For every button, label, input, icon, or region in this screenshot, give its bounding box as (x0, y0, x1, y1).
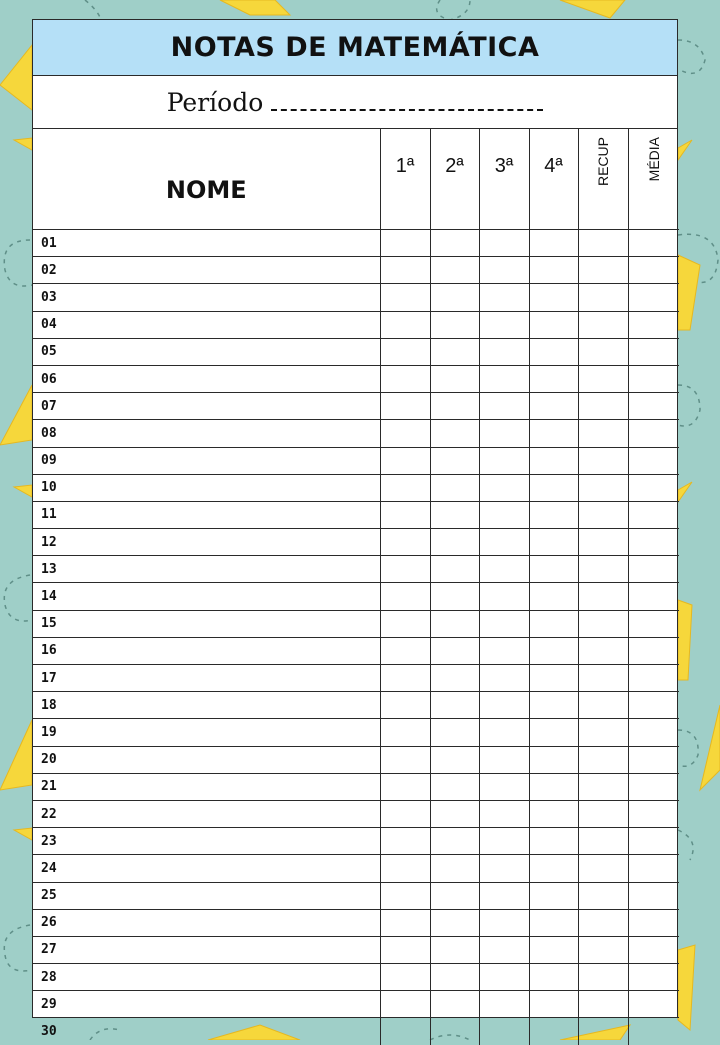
name-cell[interactable] (33, 257, 380, 284)
term-2-cell[interactable] (430, 284, 479, 311)
recup-cell[interactable] (578, 991, 628, 1018)
media-cell[interactable] (628, 583, 679, 610)
term-4-cell[interactable] (529, 556, 578, 583)
name-cell[interactable] (33, 800, 380, 827)
term-1-cell[interactable] (380, 556, 430, 583)
table-row (33, 692, 679, 719)
term-1-cell[interactable] (380, 583, 430, 610)
term-3-cell[interactable] (479, 773, 529, 800)
term-4-cell[interactable] (529, 529, 578, 556)
recup-cell[interactable] (578, 420, 628, 447)
name-cell[interactable] (33, 991, 380, 1018)
period-label: Período (166, 87, 264, 117)
table-row (33, 284, 679, 311)
table-row (33, 257, 679, 284)
name-cell[interactable] (33, 1018, 380, 1045)
term-4-cell[interactable] (529, 393, 578, 420)
term-3-cell[interactable] (479, 991, 529, 1018)
recup-cell[interactable] (578, 556, 628, 583)
media-cell[interactable] (628, 637, 679, 664)
row-number: 06 (41, 371, 57, 387)
row-number: 23 (41, 833, 57, 849)
table-row (33, 1018, 679, 1045)
table-row (33, 311, 679, 338)
term-4-cell[interactable] (529, 936, 578, 963)
term-2-cell[interactable] (430, 230, 479, 257)
table-row (33, 746, 679, 773)
term-1-cell[interactable] (380, 719, 430, 746)
term-3-cell[interactable] (479, 474, 529, 501)
term-2-cell[interactable] (430, 610, 479, 637)
media-cell[interactable] (628, 828, 679, 855)
name-cell[interactable] (33, 610, 380, 637)
term-4-cell[interactable] (529, 447, 578, 474)
term-1-cell[interactable] (380, 284, 430, 311)
term-1-cell[interactable] (380, 501, 430, 528)
term-3-cell[interactable] (479, 909, 529, 936)
term-2-cell[interactable] (430, 773, 479, 800)
term-4-cell[interactable] (529, 311, 578, 338)
term-2-cell[interactable] (430, 936, 479, 963)
recup-cell[interactable] (578, 637, 628, 664)
term-4-header: 4ª (529, 129, 578, 230)
row-number: 20 (41, 752, 57, 768)
term-1-cell[interactable] (380, 365, 430, 392)
name-cell[interactable] (33, 501, 380, 528)
table-row (33, 800, 679, 827)
media-cell[interactable] (628, 773, 679, 800)
media-cell[interactable] (628, 474, 679, 501)
name-cell[interactable] (33, 474, 380, 501)
term-2-cell[interactable] (430, 420, 479, 447)
media-header: MÉDIA (628, 129, 679, 230)
term-2-cell[interactable] (430, 637, 479, 664)
row-number: 22 (41, 806, 57, 822)
media-cell[interactable] (628, 284, 679, 311)
term-2-cell[interactable] (430, 855, 479, 882)
table-row (33, 447, 679, 474)
media-cell[interactable] (628, 882, 679, 909)
term-1-cell[interactable] (380, 1018, 430, 1045)
media-cell[interactable] (628, 420, 679, 447)
recup-cell[interactable] (578, 311, 628, 338)
row-number: 05 (41, 344, 57, 360)
table-row (33, 501, 679, 528)
row-number: 27 (41, 942, 57, 958)
media-cell[interactable] (628, 610, 679, 637)
table-row (33, 610, 679, 637)
recup-cell[interactable] (578, 474, 628, 501)
media-cell[interactable] (628, 855, 679, 882)
media-cell[interactable] (628, 909, 679, 936)
row-number: 15 (41, 616, 57, 632)
term-2-cell[interactable] (430, 365, 479, 392)
name-cell[interactable] (33, 637, 380, 664)
name-cell[interactable] (33, 882, 380, 909)
row-number: 18 (41, 697, 57, 713)
recup-cell[interactable] (578, 964, 628, 991)
term-2-cell[interactable] (430, 474, 479, 501)
term-1-cell[interactable] (380, 746, 430, 773)
recup-cell[interactable] (578, 909, 628, 936)
term-3-cell[interactable] (479, 692, 529, 719)
term-1-cell[interactable] (380, 230, 430, 257)
table-row (33, 855, 679, 882)
media-cell[interactable] (628, 501, 679, 528)
term-4-cell[interactable] (529, 637, 578, 664)
term-4-cell[interactable] (529, 338, 578, 365)
row-number: 12 (41, 534, 57, 550)
term-3-cell[interactable] (479, 284, 529, 311)
recup-cell[interactable] (578, 692, 628, 719)
term-4-cell[interactable] (529, 1018, 578, 1045)
table-row (33, 991, 679, 1018)
recup-cell[interactable] (578, 882, 628, 909)
term-3-cell[interactable] (479, 936, 529, 963)
row-number: 19 (41, 724, 57, 740)
recup-cell[interactable] (578, 338, 628, 365)
media-cell[interactable] (628, 556, 679, 583)
term-1-cell[interactable] (380, 420, 430, 447)
table-row (33, 828, 679, 855)
term-2-cell[interactable] (430, 556, 479, 583)
term-2-cell[interactable] (430, 882, 479, 909)
name-cell[interactable] (33, 447, 380, 474)
term-1-cell[interactable] (380, 909, 430, 936)
term-4-cell[interactable] (529, 365, 578, 392)
name-cell[interactable] (33, 365, 380, 392)
term-3-cell[interactable] (479, 529, 529, 556)
term-4-cell[interactable] (529, 882, 578, 909)
term-4-cell[interactable] (529, 692, 578, 719)
media-cell[interactable] (628, 447, 679, 474)
term-1-cell[interactable] (380, 447, 430, 474)
recup-cell[interactable] (578, 230, 628, 257)
recup-cell[interactable] (578, 529, 628, 556)
recup-cell[interactable] (578, 936, 628, 963)
recup-header: RECUP (578, 129, 628, 230)
term-2-cell[interactable] (430, 501, 479, 528)
name-cell[interactable] (33, 420, 380, 447)
term-3-cell[interactable] (479, 800, 529, 827)
name-cell[interactable] (33, 583, 380, 610)
media-cell[interactable] (628, 230, 679, 257)
row-number: 29 (41, 996, 57, 1012)
media-cell[interactable] (628, 311, 679, 338)
term-2-cell[interactable] (430, 529, 479, 556)
recup-cell[interactable] (578, 665, 628, 692)
term-3-cell[interactable] (479, 746, 529, 773)
media-cell[interactable] (628, 719, 679, 746)
term-3-cell[interactable] (479, 311, 529, 338)
term-3-cell[interactable] (479, 583, 529, 610)
name-cell[interactable] (33, 556, 380, 583)
term-3-header: 3ª (479, 129, 529, 230)
name-cell[interactable] (33, 692, 380, 719)
name-cell[interactable] (33, 828, 380, 855)
row-number: 13 (41, 561, 57, 577)
term-4-cell[interactable] (529, 474, 578, 501)
term-4-cell[interactable] (529, 746, 578, 773)
period-blank-line[interactable] (271, 109, 543, 111)
media-cell[interactable] (628, 991, 679, 1018)
term-1-cell[interactable] (380, 393, 430, 420)
term-3-cell[interactable] (479, 855, 529, 882)
table-row (33, 773, 679, 800)
term-1-cell[interactable] (380, 964, 430, 991)
table-row (33, 583, 679, 610)
media-cell[interactable] (628, 746, 679, 773)
name-cell[interactable] (33, 230, 380, 257)
term-3-cell[interactable] (479, 420, 529, 447)
header-row (33, 129, 679, 230)
recup-cell[interactable] (578, 746, 628, 773)
term-2-cell[interactable] (430, 828, 479, 855)
term-4-cell[interactable] (529, 583, 578, 610)
term-2-cell[interactable] (430, 1018, 479, 1045)
recup-cell[interactable] (578, 365, 628, 392)
row-number: 03 (41, 289, 57, 305)
page-title: NOTAS DE MATEMÁTICA (33, 20, 677, 76)
term-2-cell[interactable] (430, 257, 479, 284)
recup-cell[interactable] (578, 447, 628, 474)
term-3-cell[interactable] (479, 556, 529, 583)
term-4-cell[interactable] (529, 610, 578, 637)
recup-cell[interactable] (578, 828, 628, 855)
recup-cell[interactable] (578, 583, 628, 610)
term-1-header: 1ª (380, 129, 430, 230)
media-cell[interactable] (628, 365, 679, 392)
term-4-cell[interactable] (529, 991, 578, 1018)
term-1-cell[interactable] (380, 474, 430, 501)
term-2-cell[interactable] (430, 311, 479, 338)
table-row (33, 909, 679, 936)
term-3-cell[interactable] (479, 610, 529, 637)
term-4-cell[interactable] (529, 665, 578, 692)
name-column-header: NOME (33, 129, 380, 230)
name-cell[interactable] (33, 665, 380, 692)
term-1-cell[interactable] (380, 610, 430, 637)
recup-cell[interactable] (578, 393, 628, 420)
recup-cell[interactable] (578, 501, 628, 528)
term-2-cell[interactable] (430, 447, 479, 474)
row-number: 21 (41, 779, 57, 795)
media-cell[interactable] (628, 393, 679, 420)
term-3-cell[interactable] (479, 964, 529, 991)
term-1-cell[interactable] (380, 529, 430, 556)
name-cell[interactable] (33, 964, 380, 991)
term-3-cell[interactable] (479, 719, 529, 746)
recup-cell[interactable] (578, 719, 628, 746)
table-row (33, 529, 679, 556)
table-row (33, 420, 679, 447)
term-3-cell[interactable] (479, 257, 529, 284)
name-cell[interactable] (33, 529, 380, 556)
row-number: 26 (41, 915, 57, 931)
media-cell[interactable] (628, 692, 679, 719)
recup-cell[interactable] (578, 800, 628, 827)
table-row (33, 637, 679, 664)
table-row (33, 665, 679, 692)
recup-cell[interactable] (578, 855, 628, 882)
term-2-cell[interactable] (430, 964, 479, 991)
term-4-cell[interactable] (529, 420, 578, 447)
table-row (33, 365, 679, 392)
term-2-cell[interactable] (430, 665, 479, 692)
term-1-cell[interactable] (380, 692, 430, 719)
term-3-cell[interactable] (479, 230, 529, 257)
recup-cell[interactable] (578, 610, 628, 637)
row-number: 10 (41, 480, 57, 496)
term-4-cell[interactable] (529, 964, 578, 991)
term-1-cell[interactable] (380, 828, 430, 855)
table-row (33, 556, 679, 583)
row-number: 08 (41, 425, 57, 441)
term-1-cell[interactable] (380, 257, 430, 284)
term-1-cell[interactable] (380, 665, 430, 692)
name-cell[interactable] (33, 936, 380, 963)
name-cell[interactable] (33, 909, 380, 936)
term-3-cell[interactable] (479, 393, 529, 420)
row-number: 30 (41, 1024, 57, 1040)
recup-cell[interactable] (578, 1018, 628, 1045)
term-1-cell[interactable] (380, 800, 430, 827)
grades-table (33, 129, 679, 1045)
term-2-cell[interactable] (430, 338, 479, 365)
recup-cell[interactable] (578, 284, 628, 311)
term-4-cell[interactable] (529, 230, 578, 257)
recup-cell[interactable] (578, 773, 628, 800)
media-cell[interactable] (628, 665, 679, 692)
term-4-cell[interactable] (529, 501, 578, 528)
row-number: 02 (41, 262, 57, 278)
period-field (33, 76, 677, 129)
row-number: 28 (41, 969, 57, 985)
row-number: 04 (41, 317, 57, 333)
term-1-cell[interactable] (380, 882, 430, 909)
media-cell[interactable] (628, 800, 679, 827)
term-2-cell[interactable] (430, 800, 479, 827)
term-1-cell[interactable] (380, 773, 430, 800)
name-cell[interactable] (33, 338, 380, 365)
table-row (33, 719, 679, 746)
media-cell[interactable] (628, 964, 679, 991)
term-4-cell[interactable] (529, 828, 578, 855)
term-2-cell[interactable] (430, 583, 479, 610)
term-2-header: 2ª (430, 129, 479, 230)
table-row (33, 230, 679, 257)
name-cell[interactable] (33, 284, 380, 311)
table-row (33, 393, 679, 420)
term-4-cell[interactable] (529, 855, 578, 882)
row-number: 24 (41, 860, 57, 876)
table-row (33, 338, 679, 365)
media-cell[interactable] (628, 257, 679, 284)
term-3-cell[interactable] (479, 637, 529, 664)
term-1-cell[interactable] (380, 991, 430, 1018)
term-2-cell[interactable] (430, 719, 479, 746)
term-4-cell[interactable] (529, 284, 578, 311)
media-cell[interactable] (628, 529, 679, 556)
term-1-cell[interactable] (380, 338, 430, 365)
table-row (33, 882, 679, 909)
term-2-cell[interactable] (430, 746, 479, 773)
term-2-cell[interactable] (430, 692, 479, 719)
term-2-cell[interactable] (430, 991, 479, 1018)
term-3-cell[interactable] (479, 338, 529, 365)
row-number: 11 (41, 507, 57, 523)
table-row (33, 964, 679, 991)
term-3-cell[interactable] (479, 828, 529, 855)
row-number: 25 (41, 888, 57, 904)
row-number: 07 (41, 398, 57, 414)
term-1-cell[interactable] (380, 311, 430, 338)
table-row (33, 474, 679, 501)
term-1-cell[interactable] (380, 855, 430, 882)
term-3-cell[interactable] (479, 665, 529, 692)
grade-sheet (32, 19, 678, 1040)
recup-cell[interactable] (578, 257, 628, 284)
media-cell[interactable] (628, 936, 679, 963)
row-number: 16 (41, 643, 57, 659)
term-4-cell[interactable] (529, 257, 578, 284)
row-number: 17 (41, 670, 57, 686)
term-3-cell[interactable] (479, 1018, 529, 1045)
name-cell[interactable] (33, 855, 380, 882)
table-row (33, 936, 679, 963)
term-3-cell[interactable] (479, 882, 529, 909)
term-4-cell[interactable] (529, 800, 578, 827)
name-cell[interactable] (33, 773, 380, 800)
media-cell[interactable] (628, 1018, 679, 1045)
term-2-cell[interactable] (430, 393, 479, 420)
term-3-cell[interactable] (479, 447, 529, 474)
media-cell[interactable] (628, 338, 679, 365)
name-cell[interactable] (33, 719, 380, 746)
term-3-cell[interactable] (479, 501, 529, 528)
term-1-cell[interactable] (380, 936, 430, 963)
term-4-cell[interactable] (529, 773, 578, 800)
row-number: 01 (41, 235, 57, 251)
term-3-cell[interactable] (479, 365, 529, 392)
row-number: 14 (41, 589, 57, 605)
name-cell[interactable] (33, 746, 380, 773)
name-cell[interactable] (33, 311, 380, 338)
name-cell[interactable] (33, 393, 380, 420)
term-4-cell[interactable] (529, 909, 578, 936)
term-2-cell[interactable] (430, 909, 479, 936)
term-4-cell[interactable] (529, 719, 578, 746)
term-1-cell[interactable] (380, 637, 430, 664)
row-number: 09 (41, 453, 57, 469)
